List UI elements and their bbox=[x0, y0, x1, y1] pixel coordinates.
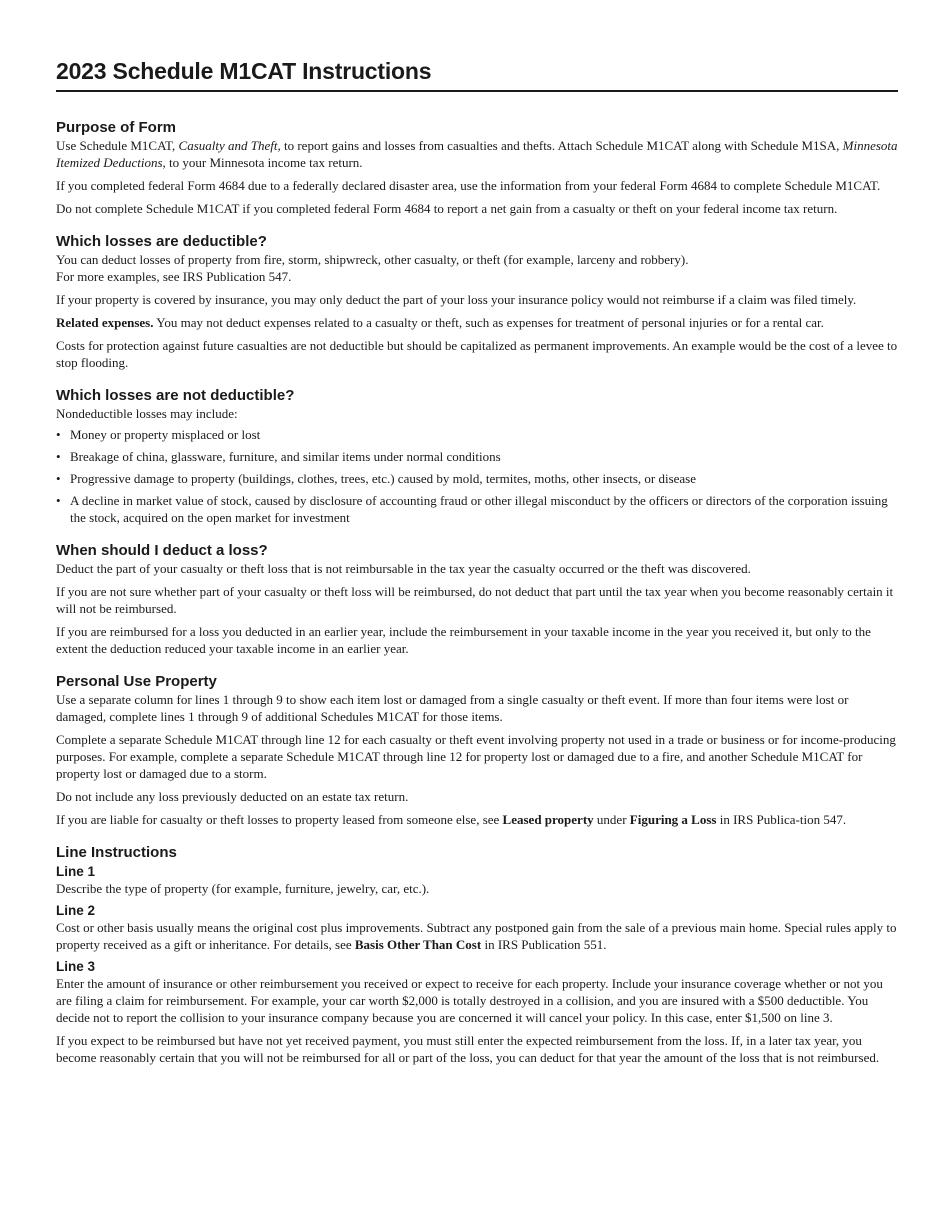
section-heading: Which losses are not deductible? bbox=[56, 387, 295, 404]
text: , to your Minnesota income tax return. bbox=[162, 155, 363, 170]
document-page bbox=[56, 56, 898, 1072]
bold-text: Basis Other Than Cost bbox=[354, 937, 482, 952]
list-item: • Breakage of china, glassware, furniture, and similar items under normal conditions bbox=[56, 448, 898, 465]
page-title: 2023 Schedule M1CAT Instructions bbox=[56, 56, 898, 92]
section-purpose bbox=[56, 119, 898, 217]
section-heading: Personal Use Property bbox=[56, 673, 217, 690]
text: to report gains and losses from casualties and thefts. Attach Schedule M1CAT along with Schedule M1SA, bbox=[280, 138, 843, 153]
list-item: • A decline in market value of stock, caused by disclosure of accounting fraud or other illegal misconduct by the officers or directors of the corporation issuing the stock, acquired on the open market for investment bbox=[56, 492, 898, 526]
subsection-heading: Line 1 bbox=[56, 864, 96, 879]
text: If you are liable for casualty or theft losses to property leased from someone else, see bbox=[56, 812, 503, 827]
italic-text: Casualty and Theft, bbox=[178, 138, 281, 153]
line-3 bbox=[56, 959, 898, 1066]
bold-text: Related expenses. bbox=[56, 315, 154, 330]
paragraph: Do not include any loss previously deducted on an estate tax return. bbox=[56, 789, 409, 804]
section-heading: Which losses are deductible? bbox=[56, 233, 267, 250]
paragraph: If you are not sure whether part of your casualty or theft loss will be reimbursed, do not deduct that part until the tax year when you become reasonably certain it will not be reimbursed. bbox=[56, 584, 894, 616]
text: in IRS Publica-tion 547. bbox=[716, 812, 847, 827]
paragraph bbox=[56, 251, 898, 285]
paragraph bbox=[56, 919, 898, 953]
text: in IRS Publication 551. bbox=[481, 937, 607, 952]
section-not-deductible bbox=[56, 387, 898, 526]
paragraph: If you expect to be reimbursed but have not yet received payment, you must still enter the expected reimbursement from the loss. If, in a later tax year, you become reasonably certain that you will not be reimbursed for all or part of the loss, you can deduct for that year the amount of the loss that is not reimbursed. bbox=[56, 1033, 880, 1065]
paragraph: Costs for protection against future casualties are not deductible but should be capitalized as permanent improvements. An example would be the cost of a levee to stop flooding. bbox=[56, 338, 898, 370]
italic-text: Minnesota Itemized Deductions bbox=[56, 138, 898, 170]
paragraph: If your property is covered by insurance, you may only deduct the part of your loss your insurance policy would not reimburse if a claim was filed timely. bbox=[56, 292, 857, 307]
paragraph: Complete a separate Schedule M1CAT through line 12 for each casualty or theft event involving property not used in a trade or business or for income-producing purposes. For example, complete a separate Schedule M1CAT through line 12 for property lost or damaged due to a fire, and another Schedule M1CAT for property lost or damaged due to a storm. bbox=[56, 732, 896, 781]
line-1 bbox=[56, 864, 898, 897]
section-heading: Line Instructions bbox=[56, 844, 177, 861]
paragraph: If you completed federal Form 4684 due to a federally declared disaster area, use the information from your federal Form 4684 to complete Schedule M1CAT. bbox=[56, 178, 881, 193]
paragraph bbox=[56, 137, 898, 171]
paragraph bbox=[56, 314, 898, 331]
section-personal-use bbox=[56, 673, 898, 828]
section-deductible bbox=[56, 233, 898, 371]
paragraph: Deduct the part of your casualty or theft loss that is not reimbursable in the tax year the casualty occurred or the theft was discovered. bbox=[56, 561, 751, 576]
paragraph: Do not complete Schedule M1CAT if you completed federal Form 4684 to report a net gain from a casualty or theft on your federal income tax return. bbox=[56, 201, 838, 216]
paragraph bbox=[56, 811, 898, 828]
section-when bbox=[56, 542, 898, 657]
bullet-list bbox=[56, 426, 898, 526]
paragraph: Enter the amount of insurance or other reimbursement you received or expect to receive for each property. Include your insurance coverage whether or not you are filing a claim for reimbursement. For example, your car worth $2,000 is totally destroyed in a collision, and you are insured with a $500 deductible. You decide not to report the collision to your insurance company because you are concerned it will cancel your policy. In this case, enter $1,500 on line 3. bbox=[56, 976, 883, 1025]
paragraph: Describe the type of property (for example, furniture, jewelry, car, etc.). bbox=[56, 881, 430, 896]
paragraph: If you are reimbursed for a loss you deducted in an earlier year, include the reimbursement in your taxable income in the year you received it, but only to the extent the deduction reduced your taxable income in an earlier year. bbox=[56, 624, 871, 656]
text: You may not deduct expenses related to a casualty or theft, such as expenses for treatment of personal injuries or for a rental car. bbox=[153, 315, 824, 330]
paragraph: Nondeductible losses may include: bbox=[56, 406, 238, 421]
bold-text: Leased property bbox=[502, 812, 594, 827]
subsection-heading: Line 3 bbox=[56, 959, 96, 974]
list-item: • Money or property misplaced or lost bbox=[56, 426, 898, 443]
list-item: • Progressive damage to property (buildings, clothes, trees, etc.) caused by mold, termites, moths, other insects, or disease bbox=[56, 470, 898, 487]
section-heading: Purpose of Form bbox=[56, 119, 177, 136]
subsection-heading: Line 2 bbox=[56, 903, 96, 918]
paragraph: Use a separate column for lines 1 through 9 to show each item lost or damaged from a single casualty or theft event. If more than four items were lost or damaged, complete lines 1 through 9 of additional Schedules M1CAT for those items. bbox=[56, 692, 849, 724]
text: Cost or other basis usually means the original cost plus improvements. Subtract any postponed gain from the sale of a previous main home. Special rules apply to property received as a gift or inheritance. For details, see bbox=[56, 920, 897, 952]
line-2 bbox=[56, 903, 898, 953]
text: You can deduct losses of property from fire, storm, shipwreck, other casualty, or theft (for example, larceny and robbery). bbox=[56, 252, 689, 267]
section-line-instructions bbox=[56, 844, 898, 1066]
text: For more examples, see IRS Publication 547. bbox=[56, 269, 292, 284]
text: under bbox=[593, 812, 630, 827]
text: Use Schedule M1CAT, bbox=[56, 138, 179, 153]
section-heading: When should I deduct a loss? bbox=[56, 542, 268, 559]
bold-text: Figuring a Loss bbox=[629, 812, 717, 827]
